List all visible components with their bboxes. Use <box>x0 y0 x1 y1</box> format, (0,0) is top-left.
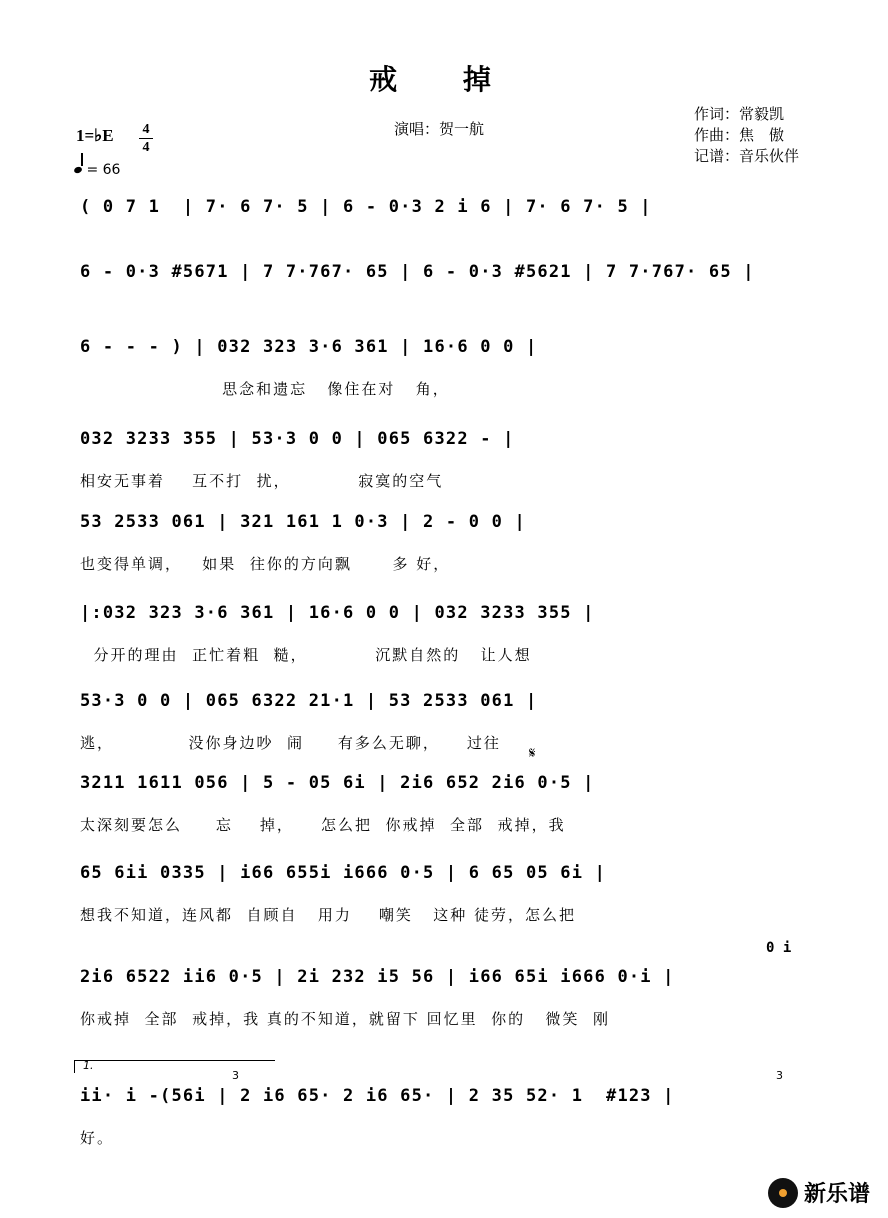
site-logo <box>768 1177 870 1208</box>
transcriber-credit: 记谱：音乐伙伴 <box>694 147 800 165</box>
first-ending-bracket <box>74 1060 275 1073</box>
quarter-note-stem-icon <box>81 153 83 166</box>
singer-credit: 演唱：贺一航 <box>394 120 485 138</box>
key-signature: 1=♭E <box>76 126 114 145</box>
time-signature-top: 4 <box>142 122 150 137</box>
notation-line: 2i6 6522 ii6 0·5 | 2i 232 i5 56 | i66 65i i666 0·i | <box>80 967 675 987</box>
lyricist-credit: 作词：常毅凯 <box>694 105 785 123</box>
score-system-11 <box>80 1083 820 1167</box>
record-disc-icon <box>768 1178 798 1208</box>
lyric-line: 你戒掉 全部 戒掉，我 真的不知道，就留下 回忆里 你的 微笑 刚 <box>80 1010 610 1028</box>
notation-line: 6 - - - ) | 032 323 3·6 361 | 16·6 0 0 | <box>80 337 538 357</box>
notation-line: ii· i -(56i | 2 i6 65· 2 i6 65· | 2 35 52· 1 #123 | <box>80 1086 675 1106</box>
triplet-mark: 3 <box>232 1069 239 1082</box>
score-system-6 <box>80 600 820 684</box>
grace-notes: 0 i <box>766 940 792 956</box>
notation-line: 032 3233 355 | 53·3 0 0 | 065 6322 - | <box>80 429 515 449</box>
notation-line: |:032 323 3·6 361 | 16·6 0 0 | 032 3233 355 | <box>80 603 595 623</box>
notation-line: 65 6ii 0335 | i66 655i i666 0·5 | 6 65 05 6i | <box>80 863 607 883</box>
score-system-9 <box>80 860 820 944</box>
notation-line: 3211 1611 056 | 5 - 05 6i | 2i6 652 2i6 0·5 | <box>80 773 595 793</box>
lyric-line: 太深刻要怎么 忘 掉， 怎么把 你戒掉 全部 戒掉，我 <box>80 816 566 834</box>
composer-credit: 作曲：焦 傲 <box>694 126 785 144</box>
score-system-7 <box>80 688 820 772</box>
lyric-line: 逃， 没你身边吵 闹 有多么无聊， 过往 <box>80 734 501 752</box>
score-system-3 <box>80 334 820 418</box>
notation-line: ( 0 7 1 | 7· 6 7· 5 | 6 - 0·3 2 i 6 | 7· 6 7· 5 | <box>80 197 652 217</box>
lyric-line: 相安无事着 互不打 扰， 寂寞的空气 <box>80 472 444 490</box>
time-signature <box>139 121 153 156</box>
score-system-4 <box>80 426 820 510</box>
logo-text: 新乐谱 <box>803 1182 870 1207</box>
score-system-5 <box>80 509 820 593</box>
score-system-8 <box>80 770 820 854</box>
tempo-value: = 66 <box>86 162 121 178</box>
time-signature-bottom: 4 <box>139 138 153 156</box>
notation-line: 53·3 0 0 | 065 6322 21·1 | 53 2533 061 | <box>80 691 538 711</box>
lyric-line: 也变得单调， 如果 往你的方向飘 多 好， <box>80 555 451 573</box>
notation-line: 53 2533 061 | 321 161 1 0·3 | 2 - 0 0 | <box>80 512 526 532</box>
volta-label: 1. <box>83 1059 94 1072</box>
score-system-2 <box>80 259 820 343</box>
score-system-10 <box>80 964 820 1048</box>
lyric-line: 想我不知道，连风都 自顾自 用力 嘲笑 这种 徒劳，怎么把 <box>80 906 576 924</box>
triplet-mark: 3 <box>776 1069 783 1082</box>
segno-icon: 𝄋 <box>529 744 536 762</box>
notation-line: 6 - 0·3 #5671 | 7 7·767· 65 | 6 - 0·3 #5621 | 7 7·767· 65 | <box>80 262 755 282</box>
lyric-line: 分开的理由 正忙着粗 糙， 沉默自然的 让人想 <box>80 646 532 664</box>
song-title: 戒 掉 <box>369 63 519 96</box>
lyric-line: 思念和遗忘 像住在对 角， <box>80 380 450 398</box>
quarter-note-icon <box>73 166 83 174</box>
lyric-line: 好。 <box>80 1129 115 1147</box>
